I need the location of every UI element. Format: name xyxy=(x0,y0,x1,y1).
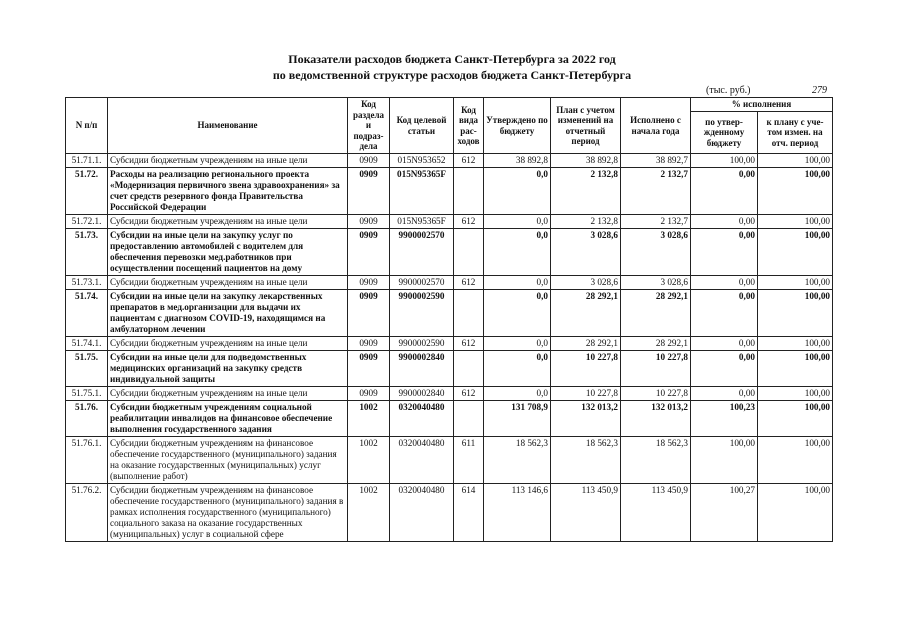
row-pct-approved: 0,00 xyxy=(691,168,758,215)
row-pct-plan: 100,00 xyxy=(758,154,833,168)
row-section-code: 0909 xyxy=(348,290,390,337)
row-type-code xyxy=(454,290,484,337)
table-row xyxy=(66,168,833,215)
row-plan: 10 227,8 xyxy=(551,351,621,387)
table-row xyxy=(66,484,833,542)
row-executed: 10 227,8 xyxy=(621,387,691,401)
row-pct-plan: 100,00 xyxy=(758,351,833,387)
col-executed-header: Исполнено с начала года xyxy=(621,98,691,154)
row-plan: 2 132,8 xyxy=(551,215,621,229)
row-name: Субсидии бюджетным учреждениям на финансовое обеспечение государственного (муниципального) задания в рамках исполнения государственного (муниципального) социального заказа на оказание государственных (муниципальных) услуг в социальной сфере xyxy=(108,484,348,542)
col-num-header: N п/п xyxy=(66,98,108,154)
row-pct-approved: 0,00 xyxy=(691,215,758,229)
row-name: Субсидии бюджетным учреждениям на финансовое обеспечение государственного (муниципального) задания на оказание государственных (муниципальных) услуг (выполнение работ) xyxy=(108,437,348,484)
row-type-code: 612 xyxy=(454,387,484,401)
row-approved: 0,0 xyxy=(484,351,551,387)
row-plan: 3 028,6 xyxy=(551,276,621,290)
row-executed: 10 227,8 xyxy=(621,351,691,387)
row-executed: 28 292,1 xyxy=(621,337,691,351)
table-row xyxy=(66,337,833,351)
row-plan: 3 028,6 xyxy=(551,229,621,276)
row-approved: 0,0 xyxy=(484,290,551,337)
table-row xyxy=(66,387,833,401)
row-number: 51.71.1. xyxy=(66,154,108,168)
row-type-code xyxy=(454,229,484,276)
col-name-header: Наименование xyxy=(108,98,348,154)
row-executed: 18 562,3 xyxy=(621,437,691,484)
row-name: Субсидии на иные цели на закупку услуг по предоставлению автомобилей с водителем для обеспечения перевозки мед.работников при осуществлении посещений пациентов на дому xyxy=(108,229,348,276)
row-type-code: 614 xyxy=(454,484,484,542)
document-title: Показатели расходов бюджета Санкт-Петербурга за 2022 год xyxy=(288,52,616,66)
row-number: 51.76.1. xyxy=(66,437,108,484)
col-pct-approved-header: по утвер-жденному бюджету xyxy=(691,112,758,154)
row-type-code: 612 xyxy=(454,337,484,351)
row-number: 51.74. xyxy=(66,290,108,337)
row-name: Субсидии бюджетным учреждениям на иные цели xyxy=(108,337,348,351)
row-pct-plan: 100,00 xyxy=(758,484,833,542)
row-approved: 0,0 xyxy=(484,337,551,351)
row-plan: 10 227,8 xyxy=(551,387,621,401)
row-pct-plan: 100,00 xyxy=(758,337,833,351)
row-pct-plan: 100,00 xyxy=(758,168,833,215)
row-target-code: 0320040480 xyxy=(390,484,454,542)
row-type-code xyxy=(454,401,484,437)
row-approved: 0,0 xyxy=(484,229,551,276)
row-name: Субсидии бюджетным учреждениям на иные цели xyxy=(108,154,348,168)
row-executed: 113 450,9 xyxy=(621,484,691,542)
row-name: Субсидии бюджетным учреждениям на иные цели xyxy=(108,215,348,229)
row-pct-approved: 100,23 xyxy=(691,401,758,437)
row-pct-plan: 100,00 xyxy=(758,229,833,276)
row-plan: 18 562,3 xyxy=(551,437,621,484)
row-executed: 38 892,7 xyxy=(621,154,691,168)
row-number: 51.74.1. xyxy=(66,337,108,351)
row-pct-approved: 100,00 xyxy=(691,154,758,168)
row-executed: 132 013,2 xyxy=(621,401,691,437)
row-executed: 3 028,6 xyxy=(621,276,691,290)
expenditure-table xyxy=(65,97,833,542)
row-target-code: 015N95365F xyxy=(390,215,454,229)
row-section-code: 0909 xyxy=(348,168,390,215)
row-number: 51.73.1. xyxy=(66,276,108,290)
row-pct-approved: 0,00 xyxy=(691,387,758,401)
table-row xyxy=(66,290,833,337)
row-name: Субсидии бюджетным учреждениям социальной реабилитации инвалидов на финансовое обеспечение выполнения государственного задания xyxy=(108,401,348,437)
row-plan: 132 013,2 xyxy=(551,401,621,437)
row-pct-plan: 100,00 xyxy=(758,215,833,229)
document-subtitle: по ведомственной структуре расходов бюджета Санкт-Петербурга xyxy=(272,68,632,82)
row-section-code: 0909 xyxy=(348,337,390,351)
row-type-code: 612 xyxy=(454,154,484,168)
table-header xyxy=(66,98,833,154)
col-pct-plan-header: к плану с уче-том измен. на отч. период xyxy=(758,112,833,154)
row-approved: 113 146,6 xyxy=(484,484,551,542)
row-section-code: 1002 xyxy=(348,437,390,484)
row-pct-approved: 0,00 xyxy=(691,276,758,290)
row-name: Субсидии на иные цели для подведомственных медицинских организаций на закупку средств индивидуальной защиты xyxy=(108,351,348,387)
row-pct-plan: 100,00 xyxy=(758,401,833,437)
row-plan: 38 892,8 xyxy=(551,154,621,168)
row-target-code: 015N95365F xyxy=(390,168,454,215)
col-percent-group-header: % исполнения xyxy=(691,98,833,112)
row-approved: 0,0 xyxy=(484,215,551,229)
row-target-code: 015N953652 xyxy=(390,154,454,168)
row-plan: 113 450,9 xyxy=(551,484,621,542)
col-plan-header: План с учетом изменений на отчетный период xyxy=(551,98,621,154)
row-pct-plan: 100,00 xyxy=(758,290,833,337)
row-executed: 2 132,7 xyxy=(621,215,691,229)
row-executed: 2 132,7 xyxy=(621,168,691,215)
row-approved: 38 892,8 xyxy=(484,154,551,168)
row-section-code: 0909 xyxy=(348,215,390,229)
row-number: 51.72. xyxy=(66,168,108,215)
row-target-code: 0320040480 xyxy=(390,437,454,484)
row-pct-approved: 0,00 xyxy=(691,337,758,351)
row-section-code: 1002 xyxy=(348,484,390,542)
table-row xyxy=(66,215,833,229)
row-plan: 28 292,1 xyxy=(551,337,621,351)
row-number: 51.72.1. xyxy=(66,215,108,229)
table-row xyxy=(66,401,833,437)
row-executed: 3 028,6 xyxy=(621,229,691,276)
table-row xyxy=(66,229,833,276)
row-target-code: 9900002840 xyxy=(390,387,454,401)
row-target-code: 9900002570 xyxy=(390,276,454,290)
row-pct-approved: 100,00 xyxy=(691,437,758,484)
row-number: 51.73. xyxy=(66,229,108,276)
row-section-code: 0909 xyxy=(348,154,390,168)
row-number: 51.75.1. xyxy=(66,387,108,401)
row-section-code: 0909 xyxy=(348,387,390,401)
row-pct-approved: 0,00 xyxy=(691,290,758,337)
table-body xyxy=(66,154,833,542)
row-name: Расходы на реализацию регионального проекта «Модернизация первичного звена здравоохранения» за счет средств резервного фонда Правительства Российской Федерации xyxy=(108,168,348,215)
col-section-header: Код раздела и подраз-дела xyxy=(348,98,390,154)
page-number: 279 xyxy=(812,85,827,96)
row-number: 51.75. xyxy=(66,351,108,387)
row-approved: 0,0 xyxy=(484,168,551,215)
row-type-code: 611 xyxy=(454,437,484,484)
row-approved: 0,0 xyxy=(484,387,551,401)
row-approved: 0,0 xyxy=(484,276,551,290)
row-pct-plan: 100,00 xyxy=(758,437,833,484)
row-type-code xyxy=(454,168,484,215)
row-pct-plan: 100,00 xyxy=(758,276,833,290)
row-name: Субсидии на иные цели на закупку лекарственных препаратов в мед.организации для выдачи их пациентам с диагнозом COVID-19, находящимся на амбулаторном лечении xyxy=(108,290,348,337)
row-executed: 28 292,1 xyxy=(621,290,691,337)
row-pct-approved: 0,00 xyxy=(691,229,758,276)
col-target-header: Код целевой статьи xyxy=(390,98,454,154)
units-label: (тыс. руб.) xyxy=(706,85,751,96)
row-type-code xyxy=(454,351,484,387)
row-approved: 131 708,9 xyxy=(484,401,551,437)
col-approved-header: Утверждено по бюджету xyxy=(484,98,551,154)
table-row xyxy=(66,437,833,484)
col-type-header: Код вида рас-ходов xyxy=(454,98,484,154)
row-type-code: 612 xyxy=(454,215,484,229)
row-number: 51.76. xyxy=(66,401,108,437)
row-approved: 18 562,3 xyxy=(484,437,551,484)
row-section-code: 0909 xyxy=(348,276,390,290)
row-plan: 28 292,1 xyxy=(551,290,621,337)
row-target-code: 9900002590 xyxy=(390,290,454,337)
row-section-code: 0909 xyxy=(348,351,390,387)
table-row xyxy=(66,351,833,387)
table-row xyxy=(66,154,833,168)
row-pct-approved: 0,00 xyxy=(691,351,758,387)
row-number: 51.76.2. xyxy=(66,484,108,542)
row-type-code: 612 xyxy=(454,276,484,290)
row-section-code: 0909 xyxy=(348,229,390,276)
table-row xyxy=(66,276,833,290)
row-pct-approved: 100,27 xyxy=(691,484,758,542)
row-target-code: 9900002840 xyxy=(390,351,454,387)
row-name: Субсидии бюджетным учреждениям на иные цели xyxy=(108,387,348,401)
row-pct-plan: 100,00 xyxy=(758,387,833,401)
row-target-code: 9900002570 xyxy=(390,229,454,276)
row-section-code: 1002 xyxy=(348,401,390,437)
row-target-code: 9900002590 xyxy=(390,337,454,351)
row-name: Субсидии бюджетным учреждениям на иные цели xyxy=(108,276,348,290)
row-plan: 2 132,8 xyxy=(551,168,621,215)
row-target-code: 0320040480 xyxy=(390,401,454,437)
